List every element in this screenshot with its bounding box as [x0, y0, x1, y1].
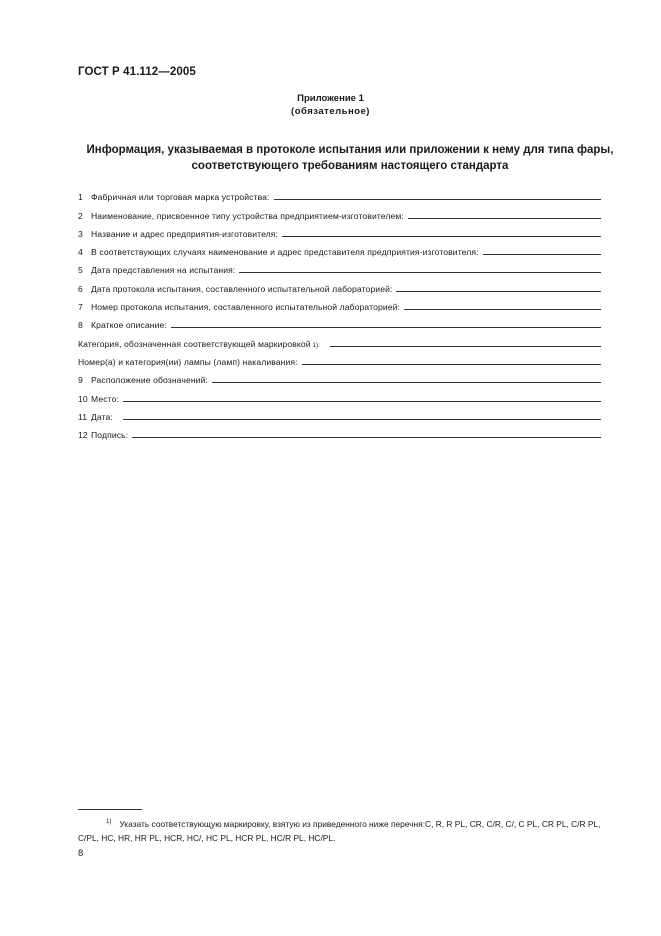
row-number: 12: [78, 430, 88, 441]
form-row-lamp-category: [78, 349, 601, 367]
form-row-report-number: [78, 294, 601, 312]
row-label: Номер протокола испытания, составленного испытательной лабораторией:: [91, 302, 400, 313]
fill-in-line[interactable]: [274, 198, 601, 200]
standard-code: ГОСТ Р 41.112—2005: [78, 66, 196, 78]
row-label: Место:: [91, 393, 119, 404]
form-row-submission-date: [78, 257, 601, 275]
form-row-date: [78, 404, 601, 422]
row-label: Наименование, присвоенное типу устройства предприятием-изготовителем:: [91, 210, 404, 221]
row-label: Дата представления на испытания:: [91, 265, 236, 276]
fill-in-line[interactable]: [123, 418, 601, 420]
row-number: 10: [78, 393, 88, 404]
report-form: [78, 184, 601, 440]
page-number: 8: [78, 848, 84, 859]
row-number: 4: [78, 247, 83, 258]
row-number: 6: [78, 283, 83, 294]
row-number: 1: [78, 192, 83, 203]
footnote-reference: 1):: [312, 342, 320, 349]
form-row-report-date: [78, 275, 601, 293]
row-label: Номер(а) и категория(ии) лампы (ламп) накаливания:: [78, 356, 298, 367]
form-row-category: [78, 330, 601, 348]
footnote-text: Указать соответствующую маркировку, взятую из приведенного ниже перечня:C, R, R PL, CR, C/R, C/, C PL, CR PL, C/R PL, C/PL, HC, HR, HR PL, HCR, HC/, HC PL, HCR PL, HC/R PL, HC/PL.: [78, 819, 601, 843]
form-row-signature: [78, 422, 601, 440]
form-row-manufacturer-address: [78, 221, 601, 239]
fill-in-line[interactable]: [171, 326, 601, 328]
row-number: 9: [78, 375, 83, 386]
fill-in-line[interactable]: [330, 345, 601, 347]
form-row-manufacturer-mark: [78, 184, 601, 202]
form-row-representative: [78, 239, 601, 257]
row-number: 5: [78, 265, 83, 276]
form-row-marking-position: [78, 367, 601, 385]
fill-in-line[interactable]: [483, 253, 601, 255]
row-number: 11: [78, 411, 88, 422]
fill-in-line[interactable]: [404, 308, 601, 310]
form-row-place: [78, 385, 601, 403]
title-line-2: соответствующего требованиям настоящего стандарта: [191, 159, 509, 172]
fill-in-line[interactable]: [302, 363, 601, 365]
footnote: [78, 815, 618, 845]
row-label: Расположение обозначений:: [91, 375, 208, 386]
fill-in-line[interactable]: [282, 235, 601, 237]
appendix-status: (обязательное): [291, 106, 370, 117]
fill-in-line[interactable]: [408, 217, 601, 219]
document-title: [80, 143, 620, 174]
row-number: 8: [78, 320, 83, 331]
fill-in-line[interactable]: [396, 290, 601, 292]
row-label: Краткое описание:: [91, 320, 167, 331]
row-label: Подпись:: [91, 430, 129, 441]
row-label: В соответствующих случаях наименование и адрес представителя предприятия-изготовителя:: [91, 247, 479, 258]
fill-in-line[interactable]: [132, 436, 601, 438]
appendix-title: Приложение 1: [297, 93, 364, 104]
fill-in-line[interactable]: [239, 271, 601, 273]
fill-in-line[interactable]: [212, 381, 601, 383]
row-label: Категория, обозначенная соответствующей маркировкой: [78, 338, 311, 349]
form-row-description: [78, 312, 601, 330]
row-number: 3: [78, 228, 83, 239]
footnote-mark: 1): [106, 819, 112, 825]
form-row-type-name: [78, 202, 601, 220]
row-label: Дата:: [91, 411, 113, 422]
fill-in-line[interactable]: [123, 400, 601, 402]
row-number: 2: [78, 210, 83, 221]
row-label: Название и адрес предприятия-изготовителя:: [91, 228, 279, 239]
row-number: 7: [78, 302, 83, 313]
title-line-1: Информация, указываемая в протоколе испытания или приложении к нему для типа фары,: [86, 144, 614, 156]
footnote-separator: [78, 809, 142, 810]
row-label: Дата протокола испытания, составленного испытательной лабораторией:: [91, 283, 393, 294]
row-label: Фабричная или торговая марка устройства:: [91, 192, 270, 203]
